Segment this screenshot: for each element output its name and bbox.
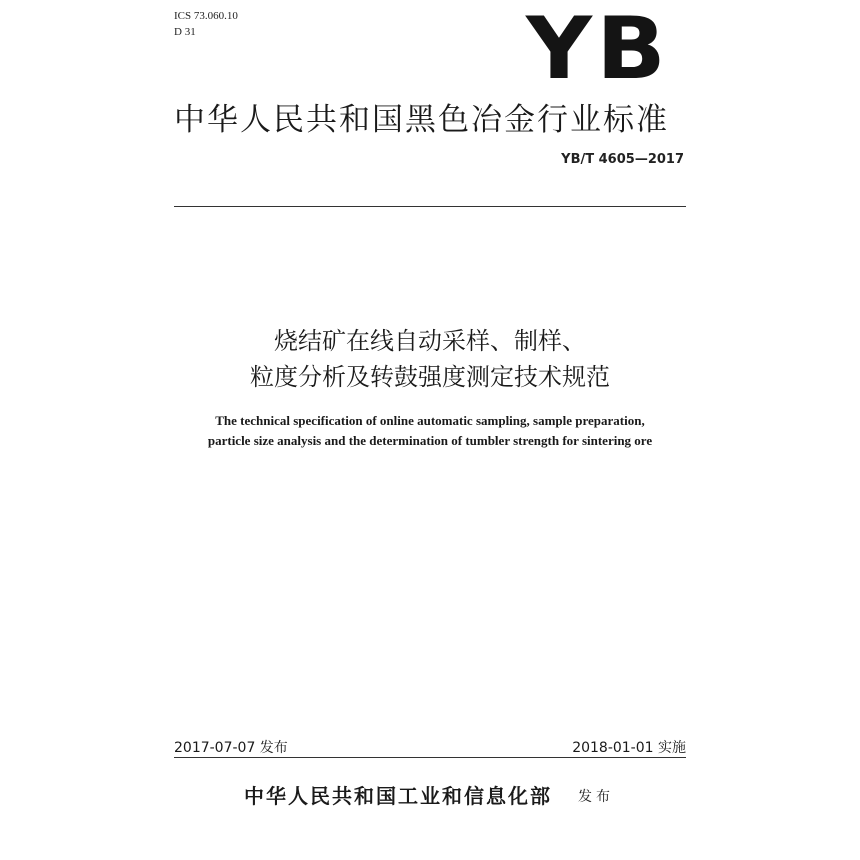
document-title-en-line2: particle size analysis and the determination of tumbler strength for sintering ore [207,433,653,448]
implementation-date: 2018-01-01 实施 [572,740,686,756]
standard-number: YB/T 4605—2017 [561,152,684,167]
document-title-en-line1: The technical specification of online automatic sampling, sample preparation, [215,413,645,428]
issue-action: 发布 [578,789,614,805]
document-title-zh-line2: 粒度分析及转鼓强度测定技术规范 [250,363,610,391]
top-divider [174,206,686,207]
issuing-authority: 中华人民共和国工业和信息化部 [244,784,552,808]
bottom-divider [174,757,686,758]
classification-codes [174,8,238,40]
document-title-zh-line1: 烧结矿在线自动采样、制样、 [274,327,586,355]
yb-logo: YB [526,0,670,99]
ics-code: ICS 73.060.10 [174,10,238,22]
ccs-code: D 31 [174,26,196,38]
issue-date: 2017-07-07 发布 [174,740,288,756]
standard-category-title: 中华人民共和国黑色冶金行业标准 [174,102,669,138]
